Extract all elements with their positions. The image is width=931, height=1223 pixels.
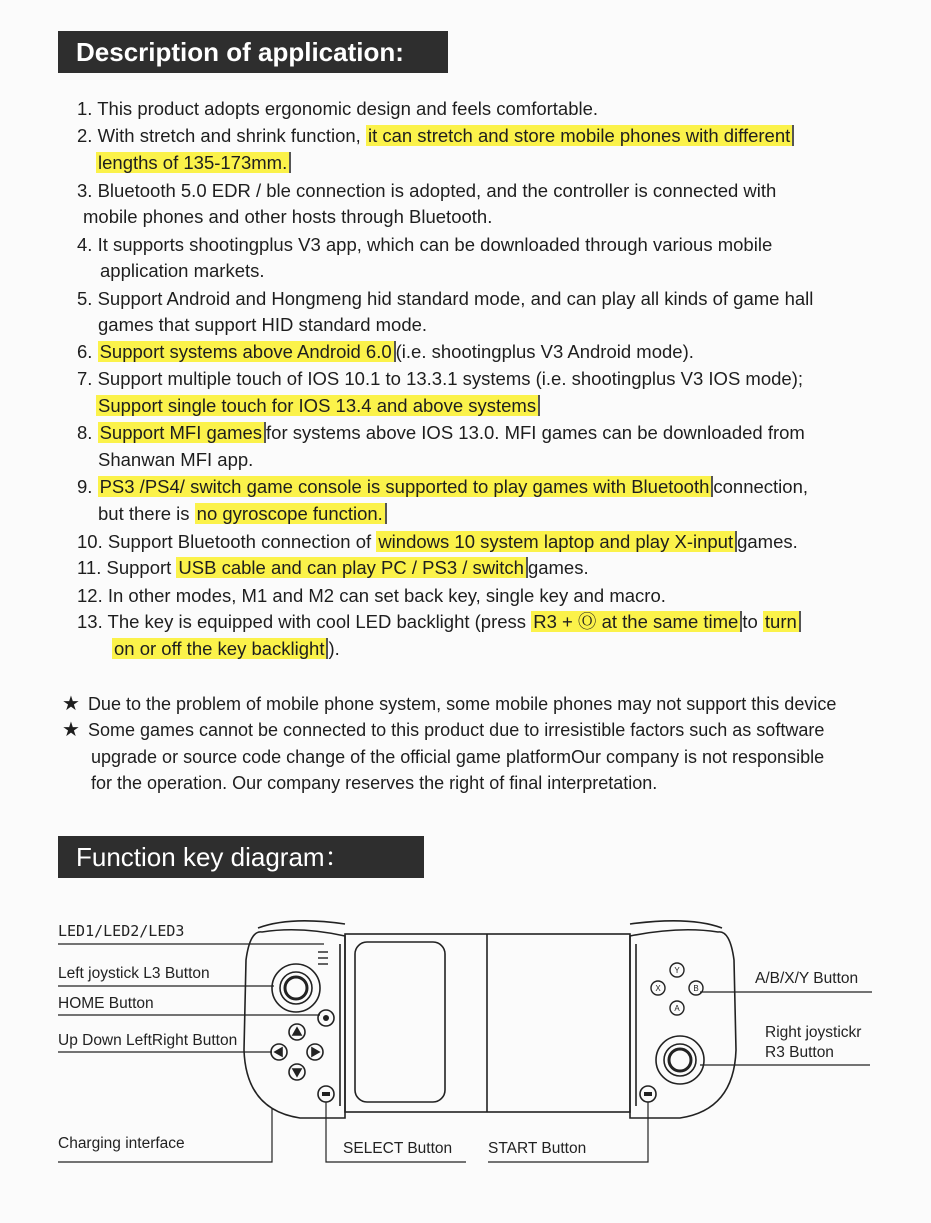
label-home: HOME Button: [58, 995, 154, 1012]
left-shoulder: [258, 921, 345, 928]
list-number: 7.: [77, 368, 98, 389]
list-line: [112, 638, 340, 660]
list-number: 2.: [77, 125, 98, 146]
list-number: 10.: [77, 531, 108, 552]
label-start: START Button: [488, 1140, 587, 1157]
list-text: This product adopts ergonomic design and feels comfortable.: [97, 98, 599, 119]
list-line: [96, 152, 291, 174]
home-button-icon: [318, 1010, 334, 1026]
highlighted-text: turn: [763, 611, 801, 632]
list-number: 9.: [77, 476, 98, 497]
list-text: In other modes, M1 and M2 can set back key, single key and macro.: [107, 585, 666, 606]
highlighted-text: Support MFI games: [98, 422, 266, 443]
highlighted-text: PS3 /PS4/ switch game console is supported to play games with Bluetooth: [98, 476, 714, 497]
left-joystick: [272, 964, 320, 1012]
highlighted-text: windows 10 system laptop and play X-input: [376, 531, 737, 552]
note-line: [62, 693, 836, 715]
list-line: [98, 503, 387, 525]
list-line: [77, 585, 666, 607]
list-line: [77, 476, 808, 498]
highlighted-text: Support single touch for IOS 13.4 and above systems: [96, 395, 540, 416]
label-led: LED1/LED2/LED3: [58, 922, 185, 940]
phone-screen: [355, 942, 445, 1102]
list-number: 11.: [77, 557, 107, 578]
key-x: X: [655, 984, 661, 993]
note-text: Some games cannot be connected to this product due to irresistible factors such as software: [87, 720, 825, 740]
label-right-joystick-1: Right joystickr: [765, 1024, 862, 1041]
list-line: [77, 234, 772, 256]
right-shoulder: [630, 921, 722, 928]
highlighted-text: on or off the key backlight: [112, 638, 328, 659]
right-grip: [630, 930, 736, 1118]
highlighted-text: lengths of 135-173mm.: [96, 152, 291, 173]
list-line: [77, 341, 694, 363]
list-line: [98, 449, 253, 471]
list-text: (i.e. shootingplus V3 Android mode).: [395, 341, 694, 362]
list-line: [77, 125, 794, 147]
star-icon: ★: [62, 693, 80, 715]
list-text: Support Android and Hongmeng hid standard mode, and can play all kinds of game hall: [97, 288, 814, 309]
list-text: Support Bluetooth connection of: [107, 531, 377, 552]
list-line: [77, 180, 776, 202]
highlighted-text: R3 + Ⓞ at the same time: [531, 611, 742, 632]
highlighted-text: USB cable and can play PC / PS3 / switch: [176, 557, 528, 578]
start-button-icon: [640, 1086, 656, 1102]
section-title-function-key: Function key diagram：: [58, 836, 424, 878]
list-text: With stretch and shrink function,: [97, 125, 366, 146]
key-a: A: [674, 1004, 680, 1013]
list-text: connection,: [713, 476, 809, 497]
label-left-joystick: Left joystick L3 Button: [58, 965, 210, 982]
right-joystick: [656, 1036, 704, 1084]
note-line: [91, 746, 824, 768]
label-charging: Charging interface: [58, 1135, 185, 1152]
list-line: [98, 314, 427, 336]
key-y: Y: [674, 966, 680, 975]
label-abxy: A/B/X/Y Button: [755, 970, 859, 987]
list-text: but there is: [98, 503, 195, 524]
list-text: mobile phones and other hosts through Bluetooth.: [83, 206, 493, 227]
list-number: 6.: [77, 341, 98, 362]
section-title-description: Description of application:: [58, 31, 448, 73]
list-line: [77, 368, 803, 390]
list-text: The key is equipped with cool LED backlight (press: [107, 611, 532, 632]
list-number: 4.: [77, 234, 98, 255]
note-line: [62, 719, 824, 741]
list-text: ).: [328, 638, 340, 659]
list-text: Bluetooth 5.0 EDR / ble connection is adopted, and the controller is connected with: [97, 180, 777, 201]
list-number: 13.: [77, 611, 108, 632]
list-number: 5.: [77, 288, 98, 309]
list-text: games.: [737, 531, 798, 552]
star-icon: ★: [62, 719, 80, 741]
list-text: It supports shootingplus V3 app, which can be downloaded through various mobile: [97, 234, 773, 255]
label-right-joystick-2: R3 Button: [765, 1044, 834, 1061]
list-text: application markets.: [100, 260, 265, 281]
list-line: [77, 422, 805, 444]
note-line: [91, 772, 657, 794]
label-select: SELECT Button: [343, 1140, 453, 1157]
list-line: [83, 206, 492, 228]
list-line: [77, 531, 798, 553]
key-b: B: [693, 984, 699, 993]
dpad: [271, 1024, 323, 1080]
list-line: [77, 98, 598, 120]
list-line: [96, 395, 540, 417]
highlighted-text: Support systems above Android 6.0: [98, 341, 396, 362]
list-number: 8.: [77, 422, 98, 443]
select-button-icon: [318, 1086, 334, 1102]
note-text: Due to the problem of mobile phone system, some mobile phones may not support this device: [87, 694, 837, 714]
label-dpad: Up Down LeftRight Button: [58, 1032, 238, 1049]
list-line: [77, 611, 801, 633]
list-text: for systems above IOS 13.0. MFI games can be downloaded from: [266, 422, 805, 443]
list-text: to: [742, 611, 763, 632]
list-line: [77, 557, 589, 579]
list-number: 3.: [77, 180, 98, 201]
highlighted-text: it can stretch and store mobile phones with different: [366, 125, 794, 146]
list-number: 12.: [77, 585, 108, 606]
list-text: Support: [106, 557, 177, 578]
list-text: games.: [527, 557, 589, 578]
list-text: Support multiple touch of IOS 10.1 to 13.3.1 systems (i.e. shootingplus V3 IOS mode);: [97, 368, 803, 389]
list-line: [100, 260, 265, 282]
list-text: games that support HID standard mode.: [98, 314, 428, 335]
list-line: [77, 288, 813, 310]
note-text: upgrade or source code change of the official game platformOur company is not responsible: [91, 747, 825, 767]
list-text: Shanwan MFI app.: [98, 449, 254, 470]
note-text: for the operation. Our company reserves the right of final interpretation.: [91, 773, 658, 793]
list-number: 1.: [77, 98, 98, 119]
highlighted-text: no gyroscope function.: [195, 503, 387, 524]
